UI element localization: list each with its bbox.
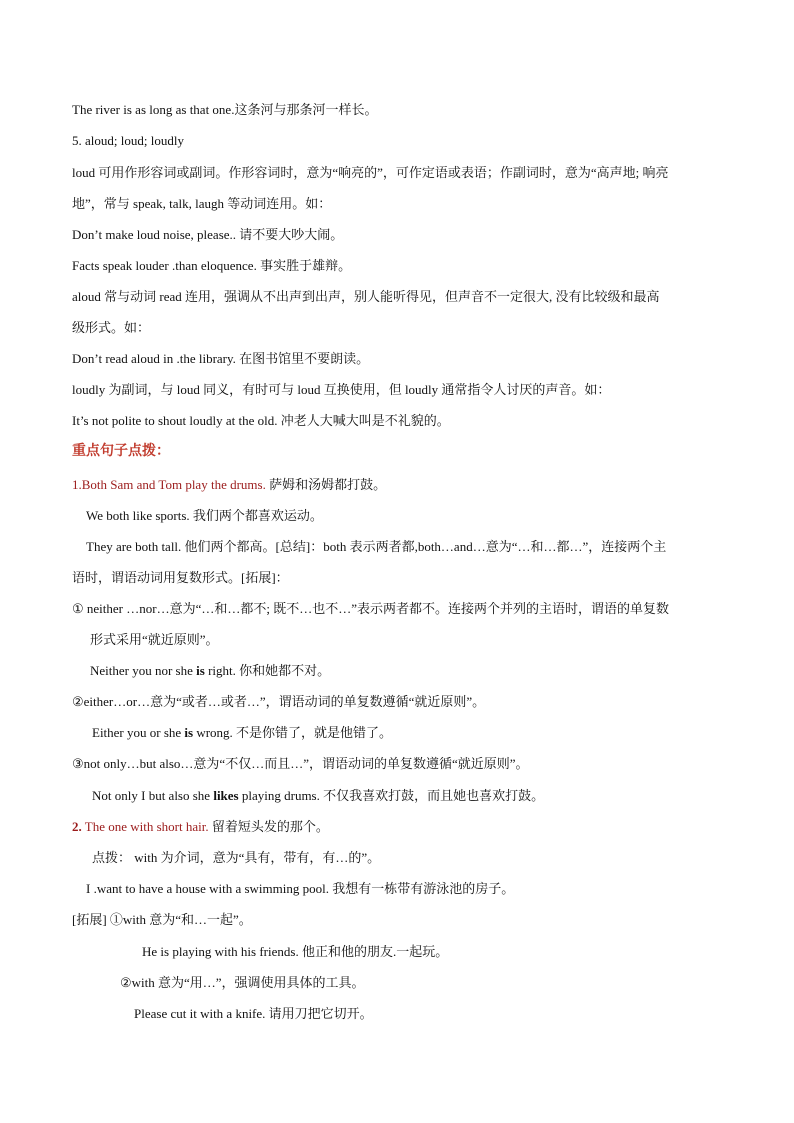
key-sentence-1-chinese: 萨姆和汤姆都打鼓。 — [265, 477, 387, 492]
summary-both-usage: They are both tall. 他们两个都高。[总结]：both 表示两者都,both…and…意为“…和…都…”，连接两个主 — [86, 539, 667, 554]
key-sentence-2-number: 2. — [72, 819, 82, 834]
example-either-part2: wrong. 不是你错了，就是他错了。 — [193, 725, 393, 740]
example-sentence-knife: Please cut it with a knife. 请用刀把它切开。 — [134, 1006, 373, 1021]
expansion-with-together: [拓展] ①with 意为“和…一起”。 — [72, 912, 252, 927]
expansion-either-or: ②either…or…意为“或者…或者…”，谓语动词的单复数遵循“就近原则”。 — [72, 694, 486, 709]
section-title-aloud-loud-loudly: 5. aloud; loud; loudly — [72, 133, 184, 148]
paragraph-loudly-usage: loudly 为副词，与 loud 同义，有时可与 loud 互换使用，但 loudly 通常指令人讨厌的声音。如： — [72, 382, 611, 397]
section-heading-key-sentences: 重点句子点拨： — [72, 444, 170, 459]
example-neither-part2: right. 你和她都不对。 — [204, 663, 331, 678]
tip-with-usage: 点拨： with 为介词，意为“具有，带有，有…的”。 — [92, 850, 381, 865]
example-not-only-part2: playing drums. 不仅我喜欢打鼓，而且她也喜欢打鼓。 — [238, 788, 545, 803]
key-sentence-2-chinese: 留着短头发的那个。 — [208, 819, 329, 834]
example-neither-verb: is — [196, 663, 205, 678]
example-sentence-facts: Facts speak louder .than eloquence. 事实胜于雄辩。 — [72, 258, 352, 273]
example-sentence-either — [92, 725, 392, 741]
example-either-part1: Either you or she — [92, 725, 185, 740]
paragraph-loud-usage-cont: 地”，常与 speak, talk, laugh 等动词连用。如： — [72, 196, 332, 211]
paragraph-loud-usage: loud 可用作形容词或副词。作形容词时，意为“响亮的”，可作定语或表语；作副词时，意为“高声地; 响亮 — [72, 165, 669, 180]
example-sentence-house: I .want to have a house with a swimming pool. 我想有一栋带有游泳池的房子。 — [86, 881, 515, 896]
paragraph-aloud-usage-cont: 级形式。如： — [72, 320, 151, 335]
key-sentence-2-english: The one with short hair. — [81, 819, 209, 834]
expansion-with-tool: ②with 意为“用…”，强调使用具体的工具。 — [120, 975, 365, 990]
example-sentence-neither — [90, 663, 330, 679]
expansion-neither-nor: ① neither …nor…意为“…和…都不; 既不…也不…”表示两者都不。连接两个并列的主语时，谓语的单复数 — [72, 601, 669, 616]
example-not-only-verb: likes — [213, 788, 239, 803]
key-sentence-1-english: 1.Both Sam and Tom play the drums. — [72, 477, 266, 492]
example-sentence-river: The river is as long as that one.这条河与那条河一样长。 — [72, 102, 378, 117]
example-sentence-not-only — [92, 788, 544, 804]
example-either-verb: is — [184, 725, 194, 740]
summary-both-usage-cont: 语时，谓语动词用复数形式。[拓展]： — [72, 570, 289, 585]
example-sentence-sports: We both like sports. 我们两个都喜欢运动。 — [86, 508, 323, 523]
paragraph-aloud-usage: aloud 常与动词 read 连用，强调从不出声到出声，别人能听得见，但声音不一定很大, 没有比较级和最高 — [72, 289, 660, 304]
example-sentence-library: Don’t read aloud in .the library. 在图书馆里不要朗读。 — [72, 351, 370, 366]
example-sentence-friends: He is playing with his friends. 他正和他的朋友.一起玩。 — [142, 944, 449, 959]
key-sentence-1 — [72, 477, 386, 493]
example-not-only-part1: Not only I but also she — [92, 788, 214, 803]
key-sentence-2 — [72, 819, 329, 835]
example-sentence-loud-noise: Don’t make loud noise, please.. 请不要大吵大闹。 — [72, 227, 344, 242]
example-sentence-shout: It’s not polite to shout loudly at the old. 冲老人大喊大叫是不礼貌的。 — [72, 413, 450, 428]
expansion-not-only-but-also: ③not only…but also…意为“不仅…而且…”，谓语动词的单复数遵循“就近原则”。 — [72, 756, 529, 771]
example-neither-part1: Neither you nor she — [90, 663, 197, 678]
expansion-neither-nor-cont: 形式采用“就近原则”。 — [90, 632, 219, 647]
